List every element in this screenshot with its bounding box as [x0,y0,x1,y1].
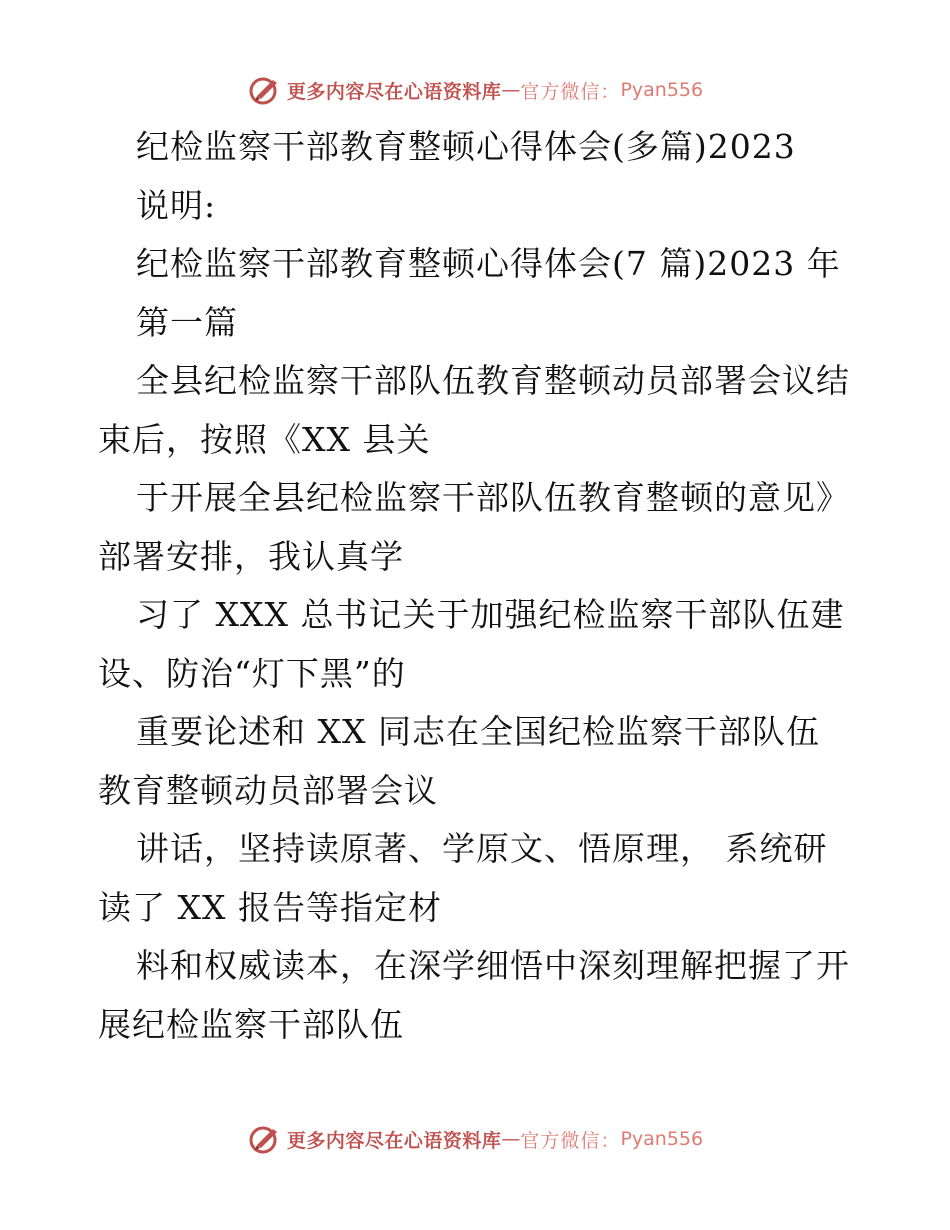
text-line: 习了 XXX 总书记关于加强纪检监察干部队伍建 [136,595,845,634]
text-line: 重要论述和 XX 同志在全国纪检监察干部队伍 [136,712,820,751]
pen-logo-icon [247,1123,283,1155]
text-line: 设、防治“灯下黑”的 [98,653,406,693]
watermark-library-text: 更多内容尽在心语资料库 [286,80,502,103]
text-line: 部署安排，我认真学 [98,536,404,576]
watermark-dash: — [501,79,521,101]
text-line: 讲话，坚持读原著、学原文、悟原理， 系统研 [136,829,828,868]
text-line: 于开展全县纪检监察干部队伍教育整顿的意见》 [136,478,850,517]
watermark-wechat-label: 官方微信： [520,80,621,103]
header-watermark [0,74,950,106]
footer-watermark [0,1123,950,1155]
document-body [98,118,858,1054]
watermark-wechat-id: Pyan556 [620,79,704,101]
document-title: 纪检监察干部教育整顿心得体会(多篇)2023 [136,127,796,166]
text-line: 全县纪检监察干部队伍教育整顿动员部署会议结 [136,361,850,400]
text-line: 束后，按照《XX 县关 [98,419,431,459]
text-line: 读了 XX 报告等指定材 [98,887,442,927]
pen-logo-icon [247,74,283,106]
watermark-wechat-id: Pyan556 [620,1128,704,1150]
text-line: 料和权威读本，在深学细悟中深刻理解把握了开 [136,946,850,985]
text-line: 说明: [136,185,217,225]
text-line: 纪检监察干部教育整顿心得体会(7 篇)2023 年 [136,244,841,283]
watermark-dash: — [501,1128,521,1150]
section-heading: 第一篇 [136,302,238,342]
text-line: 展纪检监察干部队伍 [98,1004,404,1044]
text-line: 教育整顿动员部署会议 [98,770,438,810]
watermark-library-text: 更多内容尽在心语资料库 [286,1129,502,1152]
watermark-wechat-label: 官方微信： [520,1129,621,1152]
